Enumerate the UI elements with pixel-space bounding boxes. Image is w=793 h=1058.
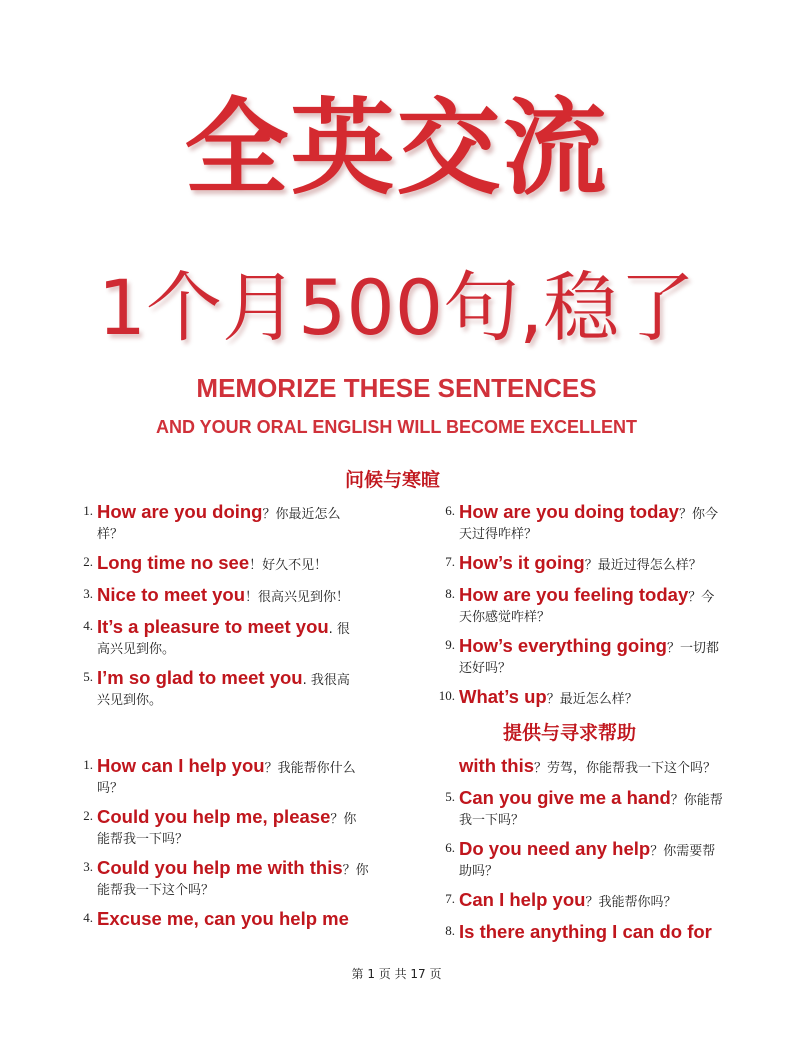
list-item: [445, 837, 759, 881]
english-sentence: How are you feeling today: [459, 584, 689, 605]
list-item: [83, 754, 397, 798]
page-title: 全英交流: [184, 87, 609, 209]
item-number: 10.: [438, 688, 455, 703]
item-number: 5.: [445, 789, 455, 804]
list-item: [83, 615, 397, 659]
list-item: [83, 856, 397, 900]
item-number: 3.: [83, 586, 93, 601]
item-number: 6.: [445, 840, 455, 855]
chinese-translation-cont: 兴见到你。: [97, 693, 163, 708]
item-number: 5.: [83, 669, 93, 684]
english-sentence: How can I help you: [97, 755, 265, 776]
item-number: 6.: [445, 503, 455, 518]
list-item: [83, 907, 397, 933]
list-item: [83, 666, 397, 710]
chinese-translation: ！很高兴见到你！: [245, 590, 350, 605]
page-subtitle: 1个月500句,稳了: [97, 263, 696, 352]
list-item: [445, 500, 759, 544]
chinese-translation: . 很: [328, 622, 350, 637]
list-item: [83, 805, 397, 849]
item-number: 1.: [83, 757, 93, 772]
english-sentence: Can you give me a hand: [459, 787, 671, 808]
chinese-translation: ？最近怎么样？: [546, 692, 638, 707]
section-title-greetings: 问候与寒暄: [345, 469, 441, 491]
item-number: 8.: [445, 923, 455, 938]
english-sentence: Is there anything I can do for: [459, 921, 712, 942]
chinese-translation: ？我能帮你什么: [264, 761, 356, 776]
chinese-translation: ？你最近怎么: [262, 507, 341, 522]
chinese-translation-cont: 样？: [97, 527, 124, 542]
chinese-translation: ？劳驾，你能帮我一下这个吗？: [534, 761, 717, 776]
english-sentence: How are you doing: [97, 501, 263, 522]
chinese-translation-cont: 能帮我一下这个吗？: [97, 883, 215, 898]
english-sentence: Could you help me, please: [97, 806, 331, 827]
chinese-translation: ？你: [342, 863, 369, 878]
chinese-translation-cont: 天过得咋样？: [459, 527, 538, 542]
chinese-translation-cont: 能帮我一下吗？: [97, 832, 189, 847]
item-number: 7.: [445, 554, 455, 569]
english-sentence: I’m so glad to meet you: [97, 667, 303, 688]
chinese-translation: ？你能帮: [670, 793, 723, 808]
list-item: [445, 551, 759, 577]
chinese-translation-cont: 天你感觉咋样？: [459, 610, 551, 625]
section-title-help: 提供与寻求帮助: [503, 722, 637, 744]
page-footer: 第 1 页 共 17 页: [351, 967, 442, 981]
item-number: 9.: [445, 637, 455, 652]
item-number: 3.: [83, 859, 93, 874]
chinese-translation-cont: 助吗？: [459, 864, 499, 879]
english-sentence: Can I help you: [459, 889, 586, 910]
english-sentence: Nice to meet you: [97, 584, 246, 605]
english-subheadline: AND YOUR ORAL ENGLISH WILL BECOME EXCELLENT: [155, 417, 638, 437]
item-number: 2.: [83, 808, 93, 823]
english-headline: MEMORIZE THESE SENTENCES: [196, 373, 597, 403]
chinese-translation-cont: 高兴见到你。: [97, 642, 176, 657]
list-item: [83, 551, 397, 577]
english-sentence: How are you doing today: [459, 501, 679, 522]
list-item: [445, 920, 759, 946]
item-number: 4.: [83, 618, 93, 633]
english-sentence: with this: [459, 755, 535, 776]
list-item: [83, 500, 397, 544]
chinese-translation: ？你: [330, 812, 357, 827]
english-sentence: Do you need any help: [459, 838, 651, 859]
list-item: [445, 888, 759, 914]
chinese-translation: ！好久不见！: [249, 558, 328, 573]
chinese-translation-cont: 我一下吗？: [459, 813, 525, 828]
chinese-translation: ？一切都: [666, 641, 719, 656]
list-item: [445, 634, 759, 678]
english-sentence: How’s it going: [459, 552, 585, 573]
item-number: 8.: [445, 586, 455, 601]
list-item: [83, 583, 397, 609]
chinese-translation: ？你今: [678, 507, 718, 522]
list-item: [445, 583, 759, 627]
item-number: 1.: [83, 503, 93, 518]
english-sentence: What’s up: [459, 686, 547, 707]
english-sentence: Excuse me, can you help me: [97, 908, 349, 929]
item-number: 4.: [83, 910, 93, 925]
english-sentence: Long time no see: [97, 552, 250, 573]
chinese-translation: ？最近过得怎么样？: [584, 558, 702, 573]
chinese-translation: ？你需要帮: [650, 844, 716, 859]
item-number: 7.: [445, 891, 455, 906]
chinese-translation: . 我很高: [302, 673, 350, 688]
item-number: 2.: [83, 554, 93, 569]
english-sentence: How’s everything going: [459, 635, 667, 656]
chinese-translation: ？我能帮你吗？: [585, 895, 677, 910]
english-sentence: It’s a pleasure to meet you: [97, 616, 329, 637]
list-item: [445, 786, 759, 830]
english-sentence: Could you help me with this: [97, 857, 343, 878]
chinese-translation-cont: 还好吗？: [459, 661, 512, 676]
list-item: [459, 754, 759, 780]
chinese-translation: ？今: [688, 590, 715, 605]
list-item: [438, 685, 759, 711]
chinese-translation-cont: 吗？: [97, 781, 124, 796]
